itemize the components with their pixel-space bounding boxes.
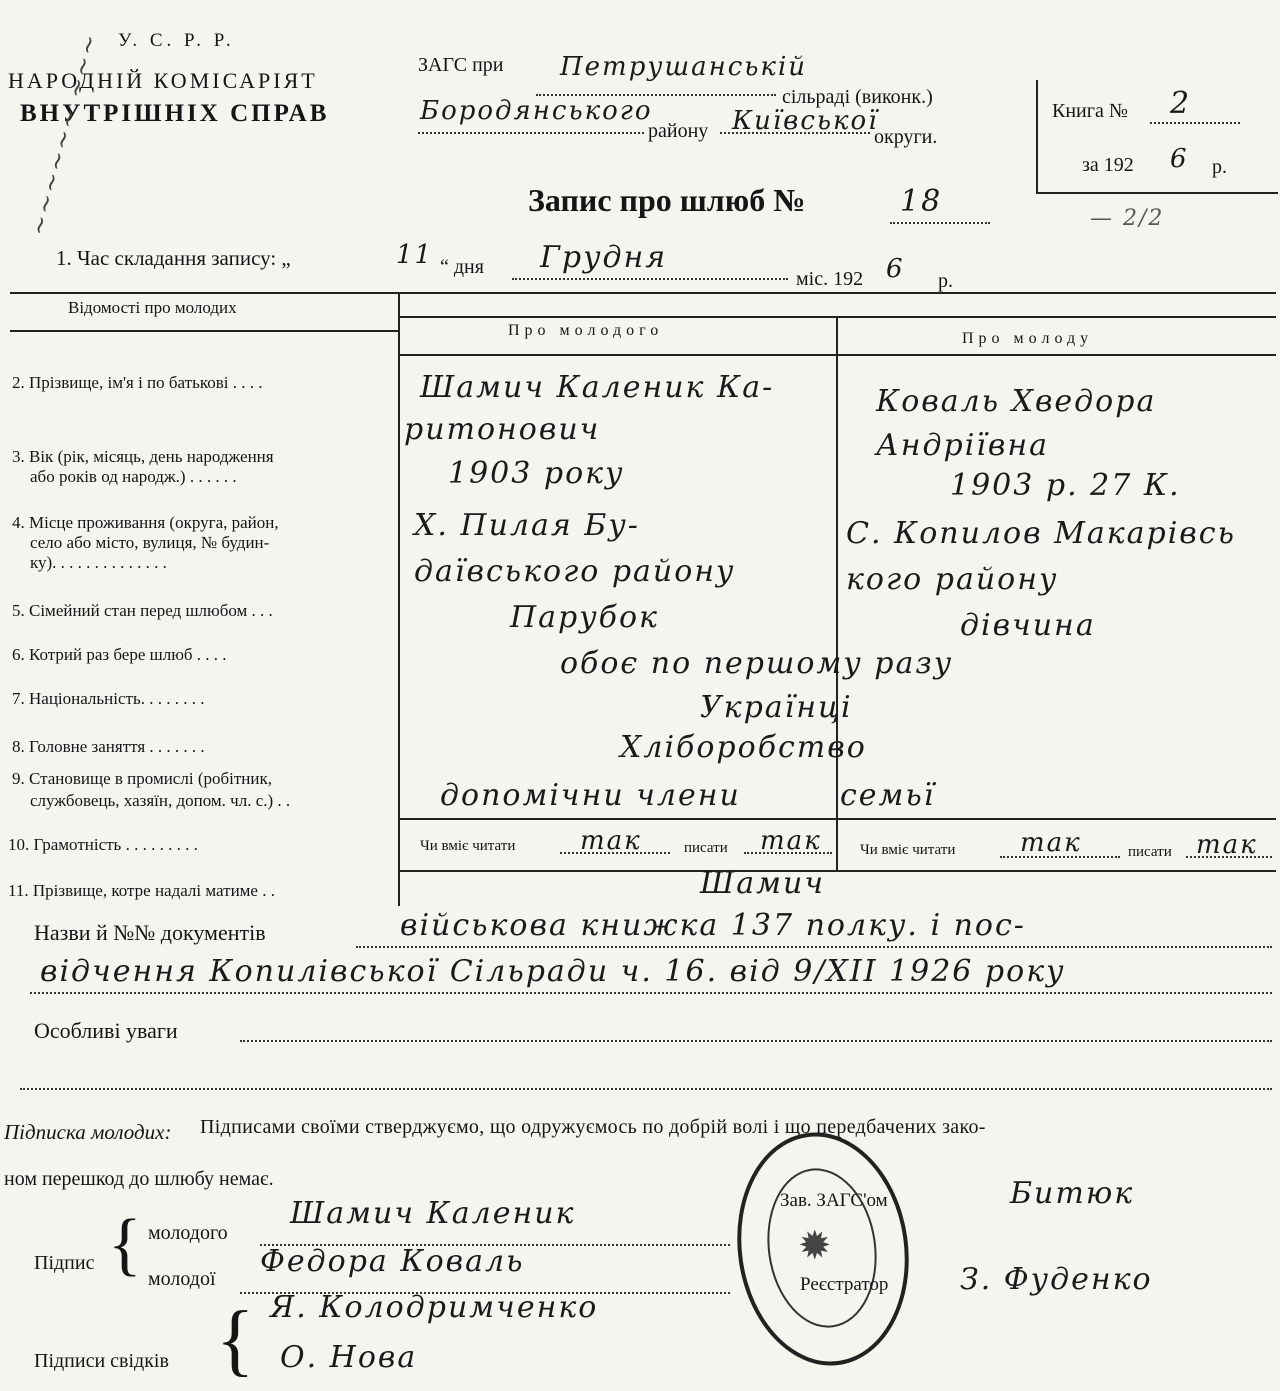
commissariat-line1: НАРОДНІЙ КОМІСАРІЯТ — [8, 68, 318, 93]
commissariat-line2: ВНУТРІШНІХ СПРАВ — [20, 100, 330, 127]
row-label-name: 2. Прізвище, ім'я і по батькові . . . . — [12, 373, 263, 392]
table-top-rule — [10, 292, 1276, 294]
zags-place-hw: Петрушанській — [560, 52, 807, 82]
bride-read-hw: так — [1020, 828, 1082, 858]
groom-age-hw: 1903 року — [448, 456, 625, 491]
row-label-residence-3: ку). . . . . . . . . . . . . . — [30, 553, 167, 572]
marriage-count-hw: обоє по першому разу — [560, 646, 954, 681]
bride-status-hw: семьї — [840, 778, 936, 813]
bride-name-hw: Коваль Хведора — [876, 384, 1157, 419]
row-label-marital: 5. Сімейний стан перед шлюбом . . . — [12, 601, 273, 620]
zags-prefix: ЗАГС при — [418, 54, 504, 76]
table-subheader-rule — [400, 354, 1276, 356]
pledge-text-2: ном перешкод до шлюбу немає. — [4, 1168, 274, 1190]
pledge-label: Підписка молодих: — [4, 1120, 172, 1144]
date-mis-label: міс. 192 — [796, 268, 864, 290]
row-label-status-2: службовець, хазяїн, допом. чл. с.) . . — [30, 791, 291, 810]
row-label-status: 9. Становище в промислі (робітник, — [12, 769, 272, 788]
book-label: Книга № — [1052, 100, 1128, 122]
date-day-hw: 11 — [396, 240, 434, 270]
bride-signature-hw: Федора Коваль — [260, 1244, 525, 1279]
record-number-hw: 18 — [900, 184, 943, 219]
documents-line-1 — [356, 946, 1272, 948]
nationality-hw: Українці — [700, 690, 853, 725]
district-hw: Бородянського — [420, 96, 653, 126]
signature-brace: { — [108, 1206, 142, 1283]
groom-read-hw: так — [580, 826, 642, 856]
row-label-age: 3. Вік (рік, місяць, день народження — [12, 447, 274, 466]
bride-residence-hw: С. Копилов Макарівсь — [846, 516, 1236, 551]
row-label-residence: 4. Місце проживання (округа, район, — [12, 513, 279, 532]
selradi-label: сільраді (виконк.) — [782, 86, 933, 108]
date-year-suffix: р. — [938, 270, 953, 292]
column-divider-left — [398, 292, 400, 906]
row-label-marriage-count: 6. Котрий раз бере шлюб . . . . — [12, 645, 227, 664]
remarks-label: Особливі уваги — [34, 1018, 178, 1043]
witness-signature-label: Підписи свідків — [34, 1350, 169, 1372]
row-label-occupation: 8. Головне заняття . . . . . . . — [12, 737, 205, 756]
groom-write-label: писати — [684, 840, 728, 856]
registrar-label: Реєстратор — [800, 1274, 889, 1295]
bride-name-hw-2: Андріївна — [876, 428, 1049, 463]
district-line — [418, 132, 644, 134]
column-header-groom: Про молодого — [508, 322, 664, 339]
signature-label: Підпис — [34, 1252, 95, 1274]
date-month-line — [512, 278, 788, 280]
date-month-hw: Грудня — [540, 240, 668, 275]
remarks-line-2 — [20, 1088, 1272, 1090]
row-label-age-2: або років од народж.) . . . . . . — [30, 467, 237, 486]
column-header-info: Відомості про молодих — [68, 298, 237, 317]
documents-label: Назви й №№ документів — [34, 920, 266, 945]
raionu-label: району — [648, 120, 709, 142]
margin-number-scribble: — 2/2 — [1090, 206, 1165, 231]
registrar-signature-hw: З. Фуденко — [960, 1262, 1153, 1297]
okrugy-label: округи. — [874, 126, 938, 148]
book-year-suffix: р. — [1212, 156, 1227, 178]
bride-write-label: писати — [1128, 844, 1172, 860]
groom-residence-hw: Х. Пилая Бу- — [414, 508, 640, 543]
groom-residence-hw-2: даївського району — [414, 554, 736, 589]
groom-status-hw: допомічни члени — [440, 778, 741, 813]
bride-marital-hw: дівчина — [960, 608, 1096, 643]
future-surname-hw: Шамич — [700, 866, 825, 901]
book-year-prefix: за 192 — [1082, 154, 1134, 176]
column-divider-right — [836, 316, 838, 872]
book-year-hw: 6 — [1170, 144, 1189, 174]
row-label-nationality: 7. Національність. . . . . . . . — [12, 689, 205, 708]
witness1-signature-hw: Я. Колодримченко — [270, 1290, 599, 1325]
book-box — [1036, 80, 1278, 194]
remarks-line-1 — [240, 1040, 1272, 1042]
groom-signature-label: молодого — [148, 1222, 228, 1244]
row-label-literacy: 10. Грамотність . . . . . . . . . — [8, 835, 198, 854]
witness-brace: { — [216, 1296, 255, 1384]
date-label: 1. Час складання запису: „ — [56, 246, 291, 270]
column-header-bride: Про молоду — [962, 330, 1094, 347]
record-number-line — [890, 222, 990, 224]
groom-name-hw: Шамич Каленик Ка- — [420, 370, 775, 405]
pledge-text-1: Підписами своїми стверджуємо, що одружуємось по добрій волі і що передбачених зако- — [200, 1116, 986, 1138]
table-header-rule — [10, 330, 400, 332]
book-number-hw: 2 — [1170, 86, 1192, 121]
groom-read-label: Чи вміє читати — [420, 838, 516, 854]
country-label: У. С. Р. Р. — [118, 30, 235, 51]
groom-name-hw-2: ритонович — [404, 412, 601, 447]
table-header-rule-right — [400, 316, 1276, 318]
date-day-suffix: “ дня — [440, 256, 484, 278]
margin-scribble: ~~~~~~ ~~~ — [23, 29, 105, 239]
groom-signature-hw: Шамич Каленик — [290, 1196, 576, 1231]
record-title: Запис про шлюб № — [528, 182, 806, 218]
row9-rule — [400, 818, 1276, 820]
bride-signature-label: молодої — [148, 1268, 216, 1290]
bride-write-hw: так — [1196, 830, 1258, 860]
bride-residence-hw-2: кого району — [846, 562, 1059, 597]
groom-write-hw: так — [760, 826, 822, 856]
witness2-signature-hw: О. Нова — [280, 1340, 418, 1375]
row-label-residence-2: село або місто, вулиця, № будин- — [30, 533, 270, 552]
official-seal-emblem: ✹ — [798, 1223, 832, 1268]
documents-hw-2: відчення Копилівської Сільради ч. 16. від 9/ХІІ 1926 року — [40, 954, 1066, 989]
head-signature-hw: Битюк — [1010, 1176, 1135, 1211]
groom-marital-hw: Парубок — [510, 600, 659, 635]
okruga-hw: Київської — [732, 106, 879, 136]
occupation-hw: Хліборобство — [620, 730, 867, 765]
bride-age-hw: 1903 р. 27 К. — [950, 468, 1181, 503]
date-year-hw: 6 — [886, 254, 905, 284]
documents-line-2 — [30, 992, 1272, 994]
row-label-future-surname: 11. Прізвище, котре надалі матиме . . — [8, 881, 275, 900]
row10-rule — [400, 870, 1276, 872]
book-number-line — [1150, 122, 1240, 124]
head-signature-label: Зав. ЗАГС'ом — [780, 1190, 888, 1211]
documents-hw-1: військова книжка 137 полку. і пос- — [400, 908, 1026, 943]
bride-read-label: Чи вміє читати — [860, 842, 956, 858]
